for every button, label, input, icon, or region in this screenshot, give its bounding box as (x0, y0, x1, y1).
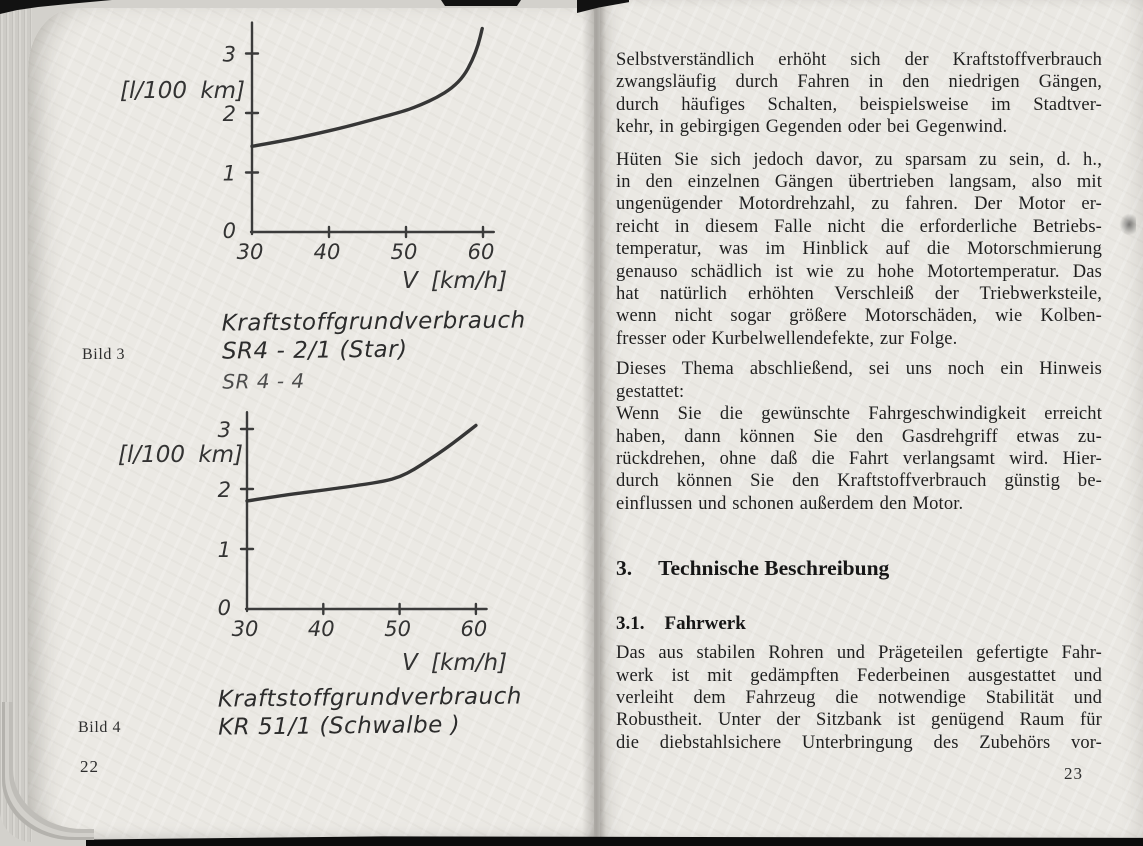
text-line: temperatur, was im Hinblick auf die Motorschmierung (616, 239, 1102, 260)
heading-title: Fahrwerk (664, 613, 746, 635)
paragraph (616, 642, 1102, 754)
y-tick-label: 0 (217, 596, 231, 620)
body-text (616, 49, 1102, 754)
heading-title: Technische Beschreibung (658, 556, 890, 581)
y-tick-label: 3 (217, 418, 231, 442)
text-line: Das aus stabilen Rohren und Prägeteilen gefertigte Fahr- (616, 643, 1102, 664)
x-axis-unit-label: V [km/h] (402, 650, 508, 676)
text-line: genauso schädlich ist wie zu hohe Motortemperatur. Das (616, 261, 1102, 282)
x-axis-unit-label: V [km/h] (402, 268, 508, 294)
heading-number: 3.1. (616, 613, 645, 635)
text-line: Selbstverständlich erhöht sich der Kraftstoffverbrauch (616, 50, 1102, 70)
consumption-curve (252, 29, 482, 147)
fuel-consumption-chart-schwalbe (60, 398, 540, 680)
text-line: Robustheit. Unter der Sitzbank ist genügend Raum für (616, 710, 1102, 731)
text-line: werk ist mit gedämpften Federbeinen ausgestattet und (616, 665, 1102, 686)
x-tick-label: 60 (460, 617, 488, 641)
paragraph (616, 149, 1102, 351)
text-line: reicht in diesem Falle nicht die erforderliche Betriebs- (616, 216, 1102, 237)
section-heading (616, 555, 1102, 581)
consumption-curve (247, 425, 476, 501)
text-line: ungenügender Motordrehzahl, zu fahren. Der Motor er- (616, 194, 1102, 215)
text-line: kehr, in gebirgigen Gegenden oder bei Gegenwind. (616, 117, 1008, 138)
text-line: gestattet: (616, 381, 685, 402)
caption-line: KR 51/1 (Schwalbe ) (218, 712, 461, 741)
paragraph (616, 358, 1102, 403)
scan-smudge-right-edge (1119, 213, 1136, 236)
figure-label-bild4: Bild 4 (78, 719, 122, 736)
caption-line: SR4 - 2/1 (Star) (221, 336, 408, 365)
x-tick-label: 30 (236, 240, 264, 264)
page-number-right: 23 (1064, 764, 1083, 783)
fuel-consumption-chart-star (60, 12, 540, 302)
text-line: in den einzelnen Gängen übertrieben langsam, also mit (616, 172, 1102, 193)
text-line: fresser oder Kurbelwellendefekte, zur Folge. (616, 328, 958, 349)
y-tick-label: 1 (222, 161, 236, 186)
text-line: einflussen und schonen außerdem den Motor. (616, 493, 964, 514)
text-line: die diebstahlsichere Unterbringung des Zubehörs vor- (616, 732, 1102, 753)
page-number-left: 22 (80, 757, 99, 776)
text-line: verleiht dem Fahrzeug die notwendige Stabilität und (616, 687, 1102, 708)
subsection-heading (616, 612, 1102, 636)
x-tick-label: 50 (384, 617, 411, 641)
figure-caption-bild3 (222, 306, 527, 395)
text-line: Dieses Thema abschließend, sei uns noch ein Hinweis (616, 359, 1102, 380)
caption-line: Kraftstoffgrundverbrauch (217, 683, 522, 713)
caption-line: Kraftstoffgrundverbrauch (221, 307, 526, 337)
text-line: Wenn Sie die gewünschte Fahrgeschwindigkeit erreicht (616, 404, 1102, 425)
scan-artifact-top-middle (441, 0, 521, 6)
y-axis-unit-label: [l/100 km] (118, 442, 244, 468)
text-line: haben, dann können Sie den Gasdrehgriff etwas zu- (616, 426, 1102, 447)
text-line: wenn nicht sogar größere Motorschäden, wie Kolben- (616, 306, 1102, 327)
y-tick-label: 2 (217, 478, 231, 502)
y-tick-label: 0 (222, 219, 236, 243)
y-tick-label: 1 (217, 538, 231, 562)
x-tick-label: 30 (231, 617, 259, 641)
text-line: Hüten Sie sich jedoch davor, zu sparsam zu sein, d. h., (616, 149, 1102, 170)
paragraph (616, 49, 1102, 139)
x-tick-label: 50 (390, 240, 418, 264)
figure-caption-bild4 (218, 682, 523, 741)
y-tick-label: 2 (222, 102, 236, 126)
heading-number: 3. (616, 556, 633, 581)
x-tick-label: 40 (313, 240, 341, 264)
y-axis-unit-label: [l/100 km] (120, 78, 246, 104)
x-tick-label: 40 (307, 617, 335, 641)
book-gutter-shadow (582, 0, 606, 838)
text-line: durch häufiges Schalten, beispielsweise im Stadtver- (616, 94, 1102, 115)
y-tick-label: 3 (222, 42, 236, 67)
paragraph (616, 403, 1102, 515)
caption-subline: SR 4 - 4 (222, 368, 305, 394)
figure-label-bild3: Bild 3 (82, 346, 126, 363)
x-tick-label: 60 (467, 240, 495, 264)
text-line: hat natürlich erhöhten Verschleiß der Triebwerksteile, (616, 284, 1102, 305)
text-line: zwangsläufig durch Fahren in den niedrigen Gängen, (616, 72, 1102, 93)
text-line: rückdrehen, ohne daß die Fahrt verlangsamt wird. Hier- (616, 448, 1102, 469)
text-line: durch können Sie den Kraftstoffverbrauch günstig be- (616, 471, 1102, 492)
